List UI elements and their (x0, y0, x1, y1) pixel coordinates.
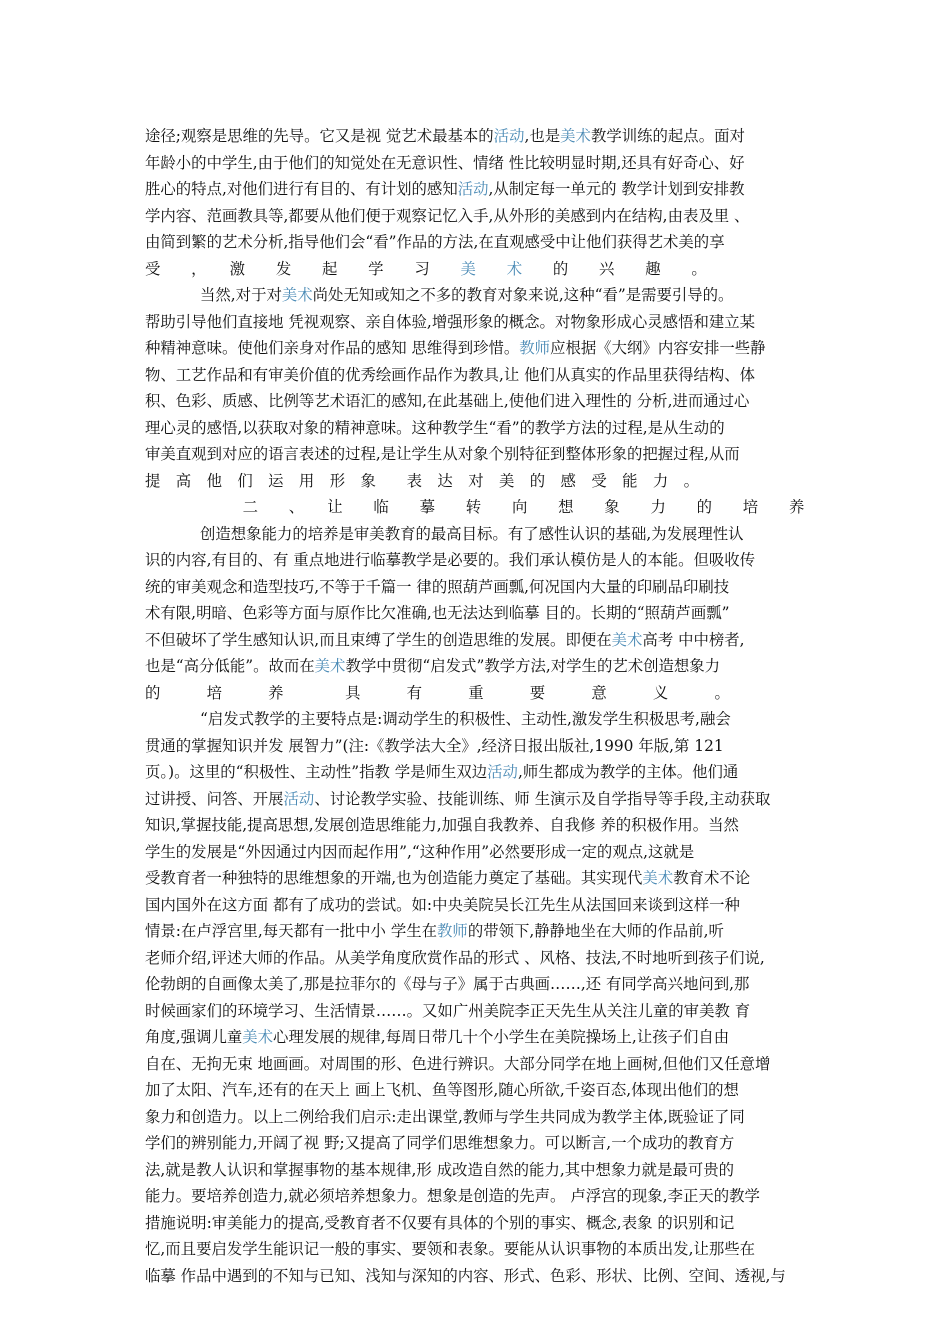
text-line: 自在、无拘无束 地画画。对周围的形、色进行辨识。大部分同学在地上画树,但他们又任意增 (145, 1055, 771, 1073)
text-line: 角度,强调儿童美术心理发展的规律,每周日带几十个小学生在美院操场上,让孩子们自由 (145, 1028, 730, 1046)
text-line: 情景:在卢浮宫里,每天都有一批中小 学生在教师的带领下,静静地坐在大师的作品前,听 (145, 922, 724, 940)
text-line: 受教育者一种独特的思维想象的开端,也为创造能力奠定了基础。其实现代美术教育术不论 (145, 869, 751, 887)
text-line: 老师介绍,评述大师的作品。从美学角度欣赏作品的形式 、风格、技法,不时地听到孩子们说, (145, 949, 765, 967)
text-line: 学生的发展是“外因通过内因而起作用”,“这种作用”必然要形成一定的观点,这就是 (145, 843, 695, 861)
text-line: 忆,而且要启发学生能识记一般的事实、要领和表象。要能从认识事物的本质出发,让那些在 (145, 1240, 756, 1258)
text-line: 措施说明:审美能力的提高,受教育者不仅要有具体的个别的事实、概念,表象 的识别和记 (145, 1214, 735, 1232)
text-line: 伦勃朗的自画像太美了,那是拉菲尔的《母与子》属于古典画……,还 有同学高兴地问到,那 (145, 975, 750, 993)
text-line: 学们的辨别能力,开阔了视 野;又提高了同学们思维想象力。可以断言,一个成功的教育方 (145, 1134, 735, 1152)
text-line: 术有限,明暗、色彩等方面与原作比欠准确,也无法达到临摹 目的。长期的“照葫芦画瓢” (145, 604, 730, 622)
text-line: 统的审美观念和造型技巧,不等于千篇一 律的照葫芦画瓢,何况国内大量的印刷品印刷技 (145, 578, 730, 596)
text-line: “启发式教学的主要特点是:调动学生的积极性、主动性,激发学生积极思考,融会 (200, 710, 731, 728)
text-line: 积、色彩、质感、比例等艺术语汇的感知,在此基础上,使他们进入理性的 分析,进而通过心 (145, 392, 750, 410)
text-line: 年龄小的中学生,由于他们的知觉处在无意识性、情绪 性比较明显时期,还具有好奇心、好 (145, 154, 745, 172)
text-line: 知识,掌握技能,提高思想,发展创造思维能力,加强自我教养、自我修 养的积极作用。当然 (145, 816, 739, 834)
text-line: 法,就是教人认识和掌握事物的基本规律,形 成改造自然的能力,其中想象力就是最可贵的 (145, 1161, 735, 1179)
text-line: 由简到繁的艺术分析,指导他们会“看”作品的方法,在直观感受中让他们获得艺术美的享 (145, 233, 725, 251)
text-line: 物、工艺作品和有审美价值的优秀绘画作品作为教具,让 他们从真实的作品里获得结构、体 (145, 366, 756, 384)
text-line: 理心灵的感悟,以获取对象的精神意味。这种教学生“看”的教学方法的过程,是从生动的 (145, 419, 725, 437)
text-line: 能力。要培养创造力,就必须培养想象力。想象是创造的先声。 卢浮宫的现象,李正天的教学 (145, 1187, 760, 1205)
text-line: 当然,对于对美术尚处无知或知之不多的教育对象来说,这种“看”是需要引导的。 (200, 286, 734, 304)
text-line: 临摹 作品中遇到的不知与已知、浅知与深知的内容、形式、色彩、形状、比例、空间、透视,与 (145, 1267, 786, 1285)
text-line: 帮助引导他们直接地 凭视观察、亲自体验,增强形象的概念。对物象形成心灵感悟和建立某 (145, 313, 756, 331)
text-line: 种精神意味。使他们亲身对作品的感知 思维得到珍惜。教师应根据《大纲》内容安排一些静 (145, 339, 766, 357)
section-heading: 二 、 让 临 摹 转 向 想 象 力 的 培 养 (242, 498, 805, 516)
text-line: 贯通的掌握知识并发 展智力”(注:《教学法大全》,经济日报出版社,1990 年版,第 121 (145, 737, 724, 755)
text-line: 象力和创造力。以上二例给我们启示:走出课堂,教师与学生共同成为教学主体,既验证了同 (145, 1108, 745, 1126)
text-line: 创造想象能力的培养是审美教育的最高目标。有了感性认识的基础,为发展理性认 (200, 525, 744, 543)
text-line: 学内容、范画教具等,都要从他们便于观察记忆入手,从外形的美感到内在结构,由表及里 、 (145, 207, 750, 225)
text-line: 过讲授、问答、开展活动、讨论教学实验、技能训练、师 生演示及自学指导等手段,主动获取 (145, 790, 771, 808)
text-line: 的 培 养 具 有 重 要 意 义 。 (145, 684, 730, 702)
text-line: 时候画家们的环境学习、生活情景……。又如广州美院李正天先生从关注儿童的审美教 育 (145, 1002, 751, 1020)
text-line: 审美直观到对应的语言表述的过程,是让学生从对象个别特征到整体形象的把握过程,从而 (145, 445, 740, 463)
text-line: 加了太阳、汽车,还有的在天上 画上飞机、鱼等图形,随心所欲,千姿百态,体现出他们的想 (145, 1081, 739, 1099)
text-line: 不但破坏了学生感知认识,而且束缚了学生的创造思维的发展。即便在美术高考 中中榜者, (145, 631, 745, 649)
text-line: 胜心的特点,对他们进行有目的、有计划的感知活动,从制定每一单元的 教学计划到安排教 (145, 180, 745, 198)
text-line: 提 高 他 们 运 用 形 象 表 达 对 美 的 感 受 能 力 。 (145, 472, 700, 490)
text-line: 页。)。这里的“积极性、主动性”指教 学是师生双边活动,师生都成为教学的主体。他们通 (145, 763, 739, 781)
text-line: 途径;观察是思维的先导。它又是视 觉艺术最基本的活动,也是美术教学训练的起点。面对 (145, 127, 745, 145)
text-line: 国内国外在这方面 都有了成功的尝试。如:中央美院吴长江先生从法国回来谈到这样一种 (145, 896, 740, 914)
text-line: 也是“高分低能”。故而在美术教学中贯彻“启发式”教学方法,对学生的艺术创造想象力 (145, 657, 721, 675)
text-line: 受 ， 激 发 起 学 习 美 术 的 兴 趣 。 (145, 260, 707, 278)
text-line: 识的内容,有目的、有 重点地进行临摹教学是必要的。我们承认模仿是人的本能。但吸收传 (145, 551, 756, 569)
